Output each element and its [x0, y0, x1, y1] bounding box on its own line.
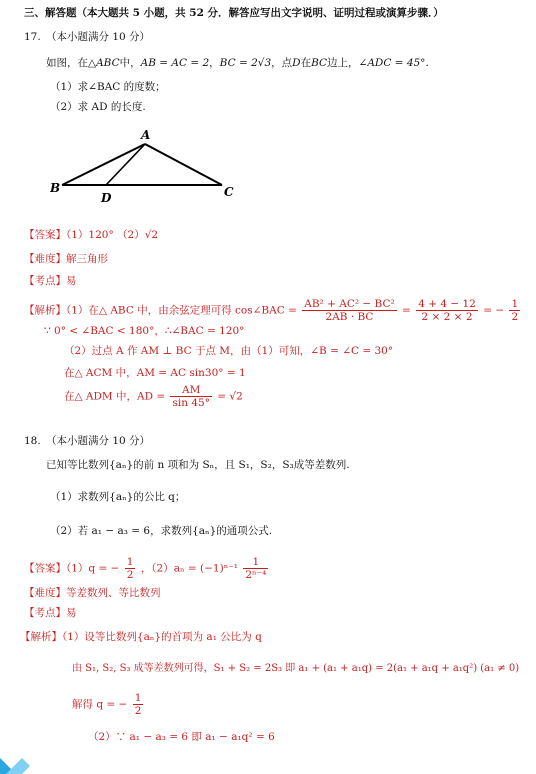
q18-analysis-line1 [20, 630, 262, 644]
q17-score: （本小题满分 10 分） [46, 31, 151, 43]
q17-number: 17. [24, 31, 41, 43]
fraction [302, 298, 396, 323]
point-d-label: D [101, 191, 112, 205]
numerator: 4 + 4 − 12 [418, 298, 476, 310]
denominator: 2AB · BC [325, 311, 374, 323]
difficulty-text: 等差数列、等比数列 [66, 587, 161, 599]
q17-analysis-line4: 在△ ACM 中，AM = AC sin30° = 1 [64, 367, 246, 379]
q17-stem-d: D [292, 57, 301, 69]
q17-stem-eq2: BC = 2√3 [219, 57, 272, 69]
answer-tag: 【答案】 [24, 229, 66, 241]
corner-decoration [0, 744, 40, 774]
analysis-tag: 【解析】 [20, 631, 62, 643]
numerator: 1 [511, 298, 519, 310]
answer-text: （1）120° （2）√2 [66, 229, 159, 241]
topic-tag: 【考点】 [24, 607, 66, 619]
q17-stem [46, 56, 436, 70]
denominator: 2 [134, 705, 142, 717]
denominator: 2 × 2 × 2 [421, 311, 473, 323]
analysis-text: 解得 q = − [72, 698, 128, 711]
topic-tag: 【考点】 [24, 275, 66, 287]
q17-analysis-line5 [64, 384, 243, 409]
q17-analysis-line3: （2）过点 A 作 AM ⊥ BC 于点 M，由（1）可知，∠B = ∠C = 30° [64, 345, 394, 357]
answer-tag: 【答案】 [24, 562, 66, 575]
q18-number: 18. [24, 435, 41, 447]
q18-topic [24, 606, 77, 620]
analysis-text: （1）设等比数列{aₙ}的首项为 a₁ 公比为 q [62, 631, 262, 643]
equals: = − [483, 304, 505, 317]
denominator: 2 [126, 569, 134, 581]
denominator: sin 45° [172, 397, 210, 409]
q17-stem-part: 如图，在△ [46, 57, 97, 69]
vertex-c-label: C [224, 185, 234, 199]
topic-text: 易 [66, 607, 77, 619]
q17-stem-part: ， [209, 57, 220, 69]
fraction [170, 384, 211, 409]
denominator: 2ⁿ⁻⁴ [245, 569, 267, 581]
numerator: AM [170, 384, 211, 397]
triangle-figure [50, 124, 240, 206]
q18-stem: 已知等比数列{aₙ}的前 n 项和为 Sₙ，且 S₁，S₂，S₃成等差数列. [46, 459, 350, 471]
section-header: 三、解答题（本大题共 5 小题，共 52 分．解答应写出文字说明、证明过程或演算步骤．） [24, 7, 444, 19]
numerator: 1 [126, 556, 134, 568]
q17-analysis-line2: ∵ 0° < ∠BAC < 180°，∴∠BAC = 120° [44, 325, 245, 337]
answer-text: （1）q = − [66, 562, 120, 575]
difficulty-tag: 【难度】 [24, 587, 66, 599]
q17-stem-part: ，点 [271, 57, 293, 69]
q17-stem-part: 在 [300, 57, 312, 69]
q18-difficulty [24, 586, 161, 600]
fraction [133, 692, 144, 717]
q17-stem-bc: BC [311, 57, 328, 69]
q17-stem-part: 中， [119, 57, 141, 69]
q17-part2: （2）求 AD 的长度. [50, 101, 146, 113]
q17-stem-angle: ∠ADC = 45°． [358, 57, 436, 69]
q18-score: （本小题满分 10 分） [46, 435, 151, 447]
q18-answer [24, 556, 270, 581]
q18-analysis-line2: 由 S₁, S₂, S₃ 成等差数列可得，S₁ + S₂ = 2S₃ 即 a₁ + (a₁ + a₁q) = 2(a₁ + a₁q + a₁q²) (a₁ ≠ 0) [72, 663, 520, 674]
topic-text: 易 [66, 275, 77, 287]
numerator: 1 [134, 692, 142, 704]
q17-stem-eq1: AB = AC = 2 [140, 57, 210, 69]
q18-analysis-line4: （2）∵ a₁ − a₃ = 6 即 a₁ − a₁q² = 6 [88, 731, 275, 743]
q17-answer [24, 228, 158, 242]
side-ac [145, 144, 222, 185]
fraction [125, 556, 136, 581]
side-ab [62, 144, 145, 185]
segment-ad [106, 144, 145, 185]
q17-part1: （1）求∠BAC 的度数； [50, 81, 166, 93]
difficulty-tag: 【难度】 [24, 253, 66, 265]
analysis-text: （1）在△ ABC 中，由余弦定理可得 cos∠BAC = [66, 304, 297, 317]
q18-analysis-line3 [72, 692, 145, 717]
analysis-text: = √2 [217, 390, 243, 403]
q18-part2: （2）若 a₁ − a₃ = 6，求数列{aₙ}的通项公式. [50, 525, 273, 537]
q17-analysis-line1 [24, 298, 522, 323]
vertex-b-label: B [50, 181, 61, 195]
difficulty-text: 解三角形 [66, 253, 108, 265]
answer-text: ，（2）aₙ = (−1)ⁿ⁻¹ [140, 562, 238, 575]
q17-topic [24, 274, 77, 288]
q17-stem-abc: ABC [96, 57, 120, 69]
fraction [509, 298, 520, 323]
equals: = [402, 304, 411, 317]
numerator: 1 [243, 556, 268, 569]
denominator: 2 [511, 311, 519, 323]
analysis-tag: 【解析】 [24, 304, 66, 317]
fraction [416, 298, 478, 323]
q18-part1: （1）求数列{aₙ}的公比 q； [50, 491, 186, 503]
q17-difficulty [24, 252, 108, 266]
q17-stem-part: 边上， [327, 57, 359, 69]
vertex-a-label: A [141, 128, 151, 142]
analysis-text: 在△ ADM 中，AD = [64, 390, 166, 403]
fraction [243, 556, 268, 581]
numerator: AB² + AC² − BC² [304, 298, 395, 310]
